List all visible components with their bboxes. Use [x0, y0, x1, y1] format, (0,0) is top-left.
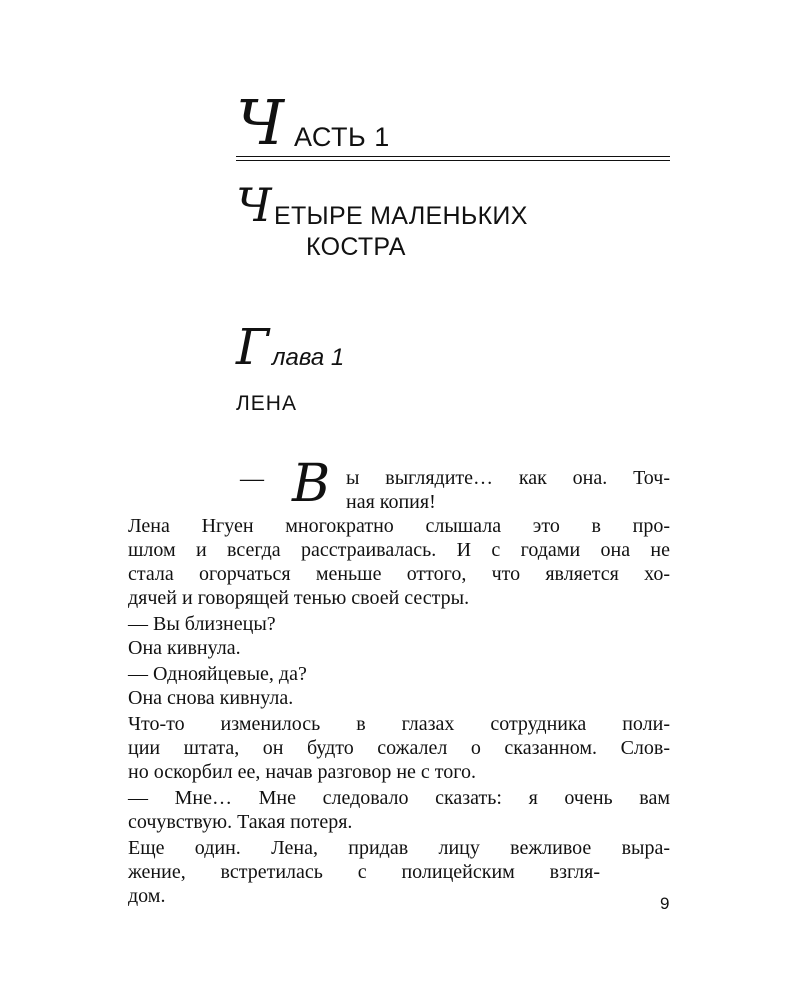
body-line: — Однояйцевые, да? — [128, 663, 307, 685]
page-number: 9 — [660, 894, 670, 913]
body-line: ции штата, он будто сожалел о сказанном. Слов- — [128, 737, 670, 759]
opening-dash: — — [240, 466, 264, 492]
part-title-initial: Ч — [236, 178, 272, 232]
body-line: дячей и говорящей тенью своей сестры. — [128, 587, 470, 609]
part-rule — [236, 156, 670, 157]
body-line: — Вы близнецы? — [128, 613, 276, 635]
body-line: дом. — [128, 885, 166, 907]
body-line: — Мне… Мне следовало сказать: я очень вам — [128, 787, 670, 809]
body-line: шлом и всегда расстраивалась. И с годами она не — [128, 539, 670, 561]
part-label: АСТЬ 1 — [294, 122, 390, 152]
body-line: Она кивнула. — [128, 637, 241, 659]
body-line: Еще один. Лена, придав лицу вежливое выра- — [128, 837, 670, 859]
body-line: жение, встретилась с полицейским взгля- — [128, 861, 600, 883]
body-line: сочувствую. Такая потеря. — [128, 811, 353, 833]
body-line: стала огорчаться меньше оттого, что является хо- — [128, 563, 670, 585]
part-initial: Ч — [236, 86, 284, 159]
part-title-line: КОСТРА — [306, 233, 406, 261]
chapter-name: ЛЕНА — [236, 392, 297, 415]
opening-line: ы выглядите… как она. Точ- — [346, 467, 670, 489]
part-title — [236, 178, 676, 262]
part-title-line: ЕТЫРЕ МАЛЕНЬКИХ — [274, 202, 528, 230]
chapter-heading — [236, 318, 536, 382]
part-rule — [236, 160, 670, 161]
chapter-initial: Г — [236, 318, 270, 376]
drop-cap: В — [292, 454, 331, 514]
chapter-label: лава 1 — [272, 344, 345, 371]
body-line: Лена Нгуен многократно слышала это в про- — [128, 515, 670, 537]
opening-line: ная копия! — [346, 491, 436, 513]
body-line: Она снова кивнула. — [128, 687, 294, 709]
body-line: Что-то изменилось в глазах сотрудника поли- — [128, 713, 670, 735]
body-line: но оскорбил ее, начав разговор не с того. — [128, 761, 476, 783]
part-heading — [236, 86, 670, 162]
